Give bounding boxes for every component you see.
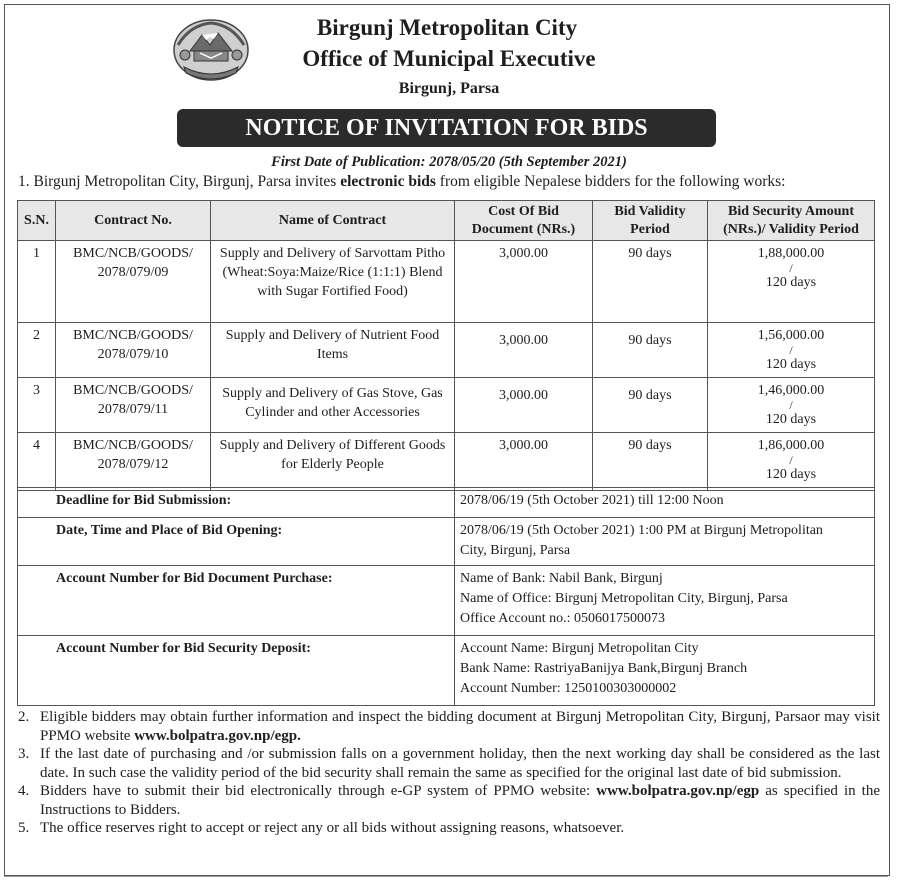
row-validity: 90 days: [593, 433, 708, 491]
notes-list: [18, 708, 880, 838]
info-row: [18, 636, 875, 706]
table-row: [18, 323, 875, 378]
row-contract-name: Supply and Delivery of Sarvottam Pitho (Wheat:Soya:Maize/Rice (1:1:1) Blend with Sugar Fortified Food): [211, 241, 455, 323]
info-row: [18, 488, 875, 518]
info-value: Name of Bank: Nabil Bank, Birgunj Name of Office: Birgunj Metropolitan City, Birgunj, Parsa Office Account no.: 0506017500073: [455, 566, 875, 636]
info-value: 2078/06/19 (5th October 2021) till 12:00 Noon: [455, 488, 875, 518]
row-sn: 3: [18, 378, 56, 433]
row-cost: 3,000.00: [455, 241, 593, 323]
row-validity: 90 days: [593, 241, 708, 323]
info-label: Date, Time and Place of Bid Opening:: [18, 518, 455, 566]
city-title: Birgunj Metropolitan City: [316, 15, 578, 40]
note-item: 5. The office reserves right to accept or reject any or all bids without assigning reasons, whatsoever.: [18, 820, 625, 836]
publication-date: First Date of Publication: 2078/05/20 (5th September 2021): [271, 154, 627, 170]
table-row: [18, 241, 875, 323]
website-link[interactable]: www.bolpatra.gov.np/egp: [596, 783, 760, 799]
row-contract-name: Supply and Delivery of Different Goods for Elderly People: [211, 433, 455, 491]
notice-banner: NOTICE OF INVITATION FOR BIDS: [177, 109, 716, 147]
table-header-row: [18, 201, 875, 241]
header-contract-name: Name of Contract: [211, 201, 455, 241]
header-cost: Cost Of Bid Document (NRs.): [455, 201, 593, 241]
intro-bold: electronic bids: [340, 173, 436, 190]
row-cost: 3,000.00: [455, 433, 593, 491]
info-value: Account Name: Birgunj Metropolitan City Bank Name: RastriyaBanijya Bank,Birgunj Branch Account Number: 1250100303000002: [455, 636, 875, 706]
header-contract-no: Contract No.: [56, 201, 211, 241]
info-label: Account Number for Bid Security Deposit:: [18, 636, 455, 706]
row-validity: 90 days: [593, 378, 708, 433]
row-contract-name: Supply and Delivery of Gas Stove, Gas Cylinder and other Accessories: [211, 378, 455, 433]
table-row: [18, 378, 875, 433]
intro-text-end: from eligible Nepalese bidders for the following works:: [435, 173, 786, 190]
note-item: 4. Bidders have to submit their bid electronically through e-GP system of PPMO website: www.bolpatra.gov.np/egp as specified in the Instructions to Bidders.: [18, 783, 880, 818]
info-value: 2078/06/19 (5th October 2021) 1:00 PM at Birgunj Metropolitan City, Birgunj, Parsa: [455, 518, 875, 566]
bids-table: [17, 200, 875, 491]
row-validity: 90 days: [593, 323, 708, 378]
intro-number: 1.: [18, 173, 30, 190]
header-sn: S.N.: [18, 201, 56, 241]
location-title: Birgunj, Parsa: [398, 80, 500, 97]
row-sn: 1: [18, 241, 56, 323]
info-row: [18, 566, 875, 636]
row-sn: 4: [18, 433, 56, 491]
row-security: 1,56,000.00 / 120 days: [708, 323, 875, 378]
info-row: [18, 518, 875, 566]
note-item: 2. Eligible bidders may obtain further information and inspect the bidding document at Birgunj Metropolitan City, Birgunj, Parsaor may visit PPMO website www.bolpatra.gov.np/egp.: [18, 709, 880, 744]
row-contract-no: BMC/NCB/GOODS/ 2078/079/09: [56, 241, 211, 323]
info-label: Deadline for Bid Submission:: [18, 488, 455, 518]
intro-text: Birgunj Metropolitan City, Birgunj, Parsa invites: [33, 173, 341, 190]
row-cost: 3,000.00: [455, 323, 593, 378]
row-contract-no: BMC/NCB/GOODS/ 2078/079/12: [56, 433, 211, 491]
row-contract-name: Supply and Delivery of Nutrient Food Items: [211, 323, 455, 378]
row-security: 1,86,000.00 / 120 days: [708, 433, 875, 491]
note-item: 3. If the last date of purchasing and /or submission falls on a government holiday, then the next working day shall be considered as the last date. In such case the validity period of the bid security shall remain the same as specified for the original last date of bid submission.: [18, 746, 880, 781]
office-title: Office of Municipal Executive: [302, 46, 596, 71]
row-contract-no: BMC/NCB/GOODS/ 2078/079/11: [56, 378, 211, 433]
row-cost: 3,000.00: [455, 378, 593, 433]
website-link[interactable]: www.bolpatra.gov.np/egp.: [134, 727, 301, 744]
row-security: 1,46,000.00 / 120 days: [708, 378, 875, 433]
table-row: [18, 433, 875, 491]
info-table: [17, 487, 875, 706]
row-contract-no: BMC/NCB/GOODS/ 2078/079/10: [56, 323, 211, 378]
bottom-rule: [4, 876, 888, 877]
intro-paragraph: [18, 173, 785, 191]
row-sn: 2: [18, 323, 56, 378]
header-validity: Bid Validity Period: [593, 201, 708, 241]
info-label: Account Number for Bid Document Purchase:: [18, 566, 455, 636]
row-security: 1,88,000.00 / 120 days: [708, 241, 875, 323]
header-security: Bid Security Amount (NRs.)/ Validity Period: [708, 201, 875, 241]
